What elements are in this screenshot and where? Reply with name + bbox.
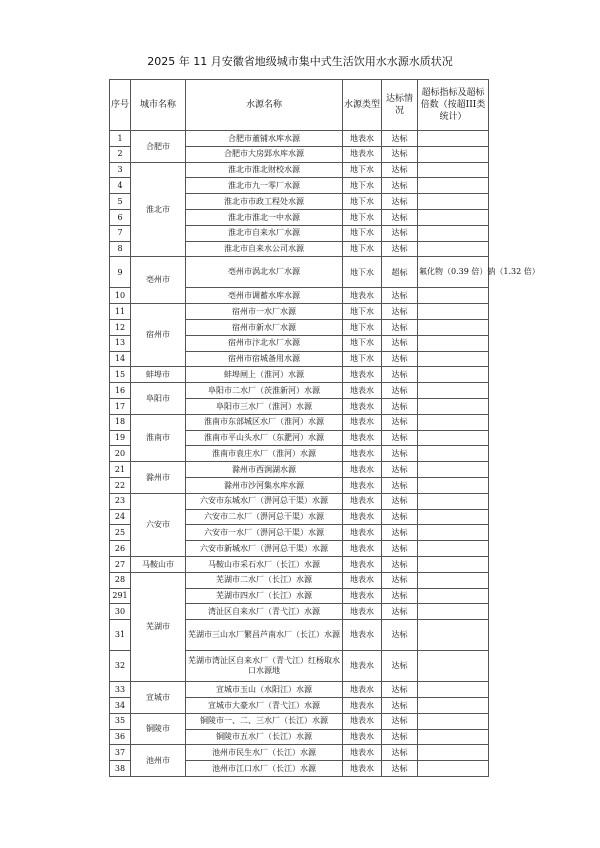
cell-source: 宿州市汴北水厂水源 xyxy=(186,335,343,351)
cell-city: 淮南市 xyxy=(131,414,186,461)
cell-exceed xyxy=(418,541,489,557)
cell-status: 达标 xyxy=(382,288,418,304)
cell-seq: 32 xyxy=(110,651,131,682)
cell-source: 马鞍山市采石水厂（长江）水源 xyxy=(186,556,343,572)
cell-city: 淮北市 xyxy=(131,162,186,257)
cell-source: 芜湖市二水厂（长江）水源 xyxy=(186,572,343,588)
cell-status: 达标 xyxy=(382,572,418,588)
cell-type: 地表水 xyxy=(343,697,382,713)
cell-seq: 33 xyxy=(110,682,131,698)
cell-seq: 23 xyxy=(110,493,131,509)
cell-source: 芜湖市湾沚区自来水厂（青弋江）红杨取水口水源地 xyxy=(186,651,343,682)
cell-type: 地表水 xyxy=(343,477,382,493)
cell-type: 地表水 xyxy=(343,604,382,620)
cell-exceed xyxy=(418,713,489,729)
cell-source: 淮北市自来水公司水源 xyxy=(186,241,343,257)
cell-exceed xyxy=(418,335,489,351)
cell-seq: 19 xyxy=(110,430,131,446)
cell-type: 地表水 xyxy=(343,745,382,761)
cell-status: 达标 xyxy=(382,178,418,194)
cell-type: 地表水 xyxy=(343,462,382,478)
cell-seq: 37 xyxy=(110,745,131,761)
cell-seq: 35 xyxy=(110,713,131,729)
cell-status: 达标 xyxy=(382,509,418,525)
table-row xyxy=(110,257,489,288)
cell-status: 达标 xyxy=(382,430,418,446)
cell-exceed xyxy=(418,525,489,541)
cell-exceed xyxy=(418,729,489,745)
cell-status: 达标 xyxy=(382,493,418,509)
cell-seq: 6 xyxy=(110,209,131,225)
header-city: 城市名称 xyxy=(131,80,186,131)
cell-type: 地下水 xyxy=(343,178,382,194)
cell-exceed xyxy=(418,745,489,761)
table-row xyxy=(110,713,489,729)
cell-seq: 291 xyxy=(110,588,131,604)
cell-source: 淮北市淮北一中水源 xyxy=(186,209,343,225)
cell-status: 达标 xyxy=(382,477,418,493)
cell-status: 达标 xyxy=(382,194,418,210)
cell-type: 地表水 xyxy=(343,556,382,572)
header-source: 水源名称 xyxy=(186,80,343,131)
cell-exceed xyxy=(418,367,489,383)
cell-source: 六安市一水厂（淠河总干渠）水源 xyxy=(186,525,343,541)
cell-seq: 21 xyxy=(110,462,131,478)
cell-type: 地表水 xyxy=(343,541,382,557)
cell-exceed xyxy=(418,162,489,178)
cell-exceed xyxy=(418,493,489,509)
cell-exceed xyxy=(418,430,489,446)
table-row xyxy=(110,383,489,399)
cell-type: 地表水 xyxy=(343,651,382,682)
header-seq: 序号 xyxy=(110,80,131,131)
cell-source: 宿州市一水厂水源 xyxy=(186,304,343,320)
cell-seq: 27 xyxy=(110,556,131,572)
cell-exceed xyxy=(418,178,489,194)
cell-city: 合肥市 xyxy=(131,131,186,163)
cell-source: 亳州市涡北水厂水源 xyxy=(186,257,343,288)
cell-seq: 30 xyxy=(110,604,131,620)
cell-exceed xyxy=(418,288,489,304)
cell-status: 达标 xyxy=(382,398,418,414)
page-title: 2025 年 11 月安徽省地级城市集中式生活饮用水水源水质状况 xyxy=(147,55,453,68)
header-type: 水源类型 xyxy=(343,80,382,131)
cell-status: 达标 xyxy=(382,541,418,557)
table-row xyxy=(110,131,489,147)
table-row xyxy=(110,414,489,430)
cell-status: 达标 xyxy=(382,225,418,241)
cell-city: 马鞍山市 xyxy=(131,556,186,572)
cell-type: 地表水 xyxy=(343,572,382,588)
cell-exceed xyxy=(418,131,489,147)
cell-exceed xyxy=(418,682,489,698)
cell-status: 达标 xyxy=(382,525,418,541)
cell-city: 宣城市 xyxy=(131,682,186,714)
cell-exceed xyxy=(418,398,489,414)
cell-seq: 24 xyxy=(110,509,131,525)
table-row xyxy=(110,162,489,178)
cell-status: 达标 xyxy=(382,729,418,745)
cell-status: 达标 xyxy=(382,414,418,430)
cell-status: 达标 xyxy=(382,162,418,178)
cell-type: 地表水 xyxy=(343,493,382,509)
cell-status: 达标 xyxy=(382,651,418,682)
cell-status: 达标 xyxy=(382,604,418,620)
cell-type: 地表水 xyxy=(343,146,382,162)
cell-seq: 9 xyxy=(110,257,131,288)
cell-exceed xyxy=(418,556,489,572)
cell-city: 宿州市 xyxy=(131,304,186,367)
cell-type: 地下水 xyxy=(343,241,382,257)
cell-exceed xyxy=(418,209,489,225)
cell-status: 达标 xyxy=(382,588,418,604)
cell-city: 滁州市 xyxy=(131,462,186,494)
cell-status: 超标 xyxy=(382,257,418,288)
cell-exceed xyxy=(418,225,489,241)
cell-exceed xyxy=(418,509,489,525)
cell-type: 地表水 xyxy=(343,682,382,698)
cell-seq: 26 xyxy=(110,541,131,557)
cell-source: 淮南市东部城区水厂（淮河）水源 xyxy=(186,414,343,430)
cell-source: 淮北市自来水厂水源 xyxy=(186,225,343,241)
cell-source: 宣城市玉山（水阳江）水源 xyxy=(186,682,343,698)
cell-seq: 15 xyxy=(110,367,131,383)
cell-source: 合肥市大房郢水库水源 xyxy=(186,146,343,162)
table-row xyxy=(110,304,489,320)
cell-type: 地表水 xyxy=(343,509,382,525)
table-row xyxy=(110,367,489,383)
cell-type: 地下水 xyxy=(343,162,382,178)
cell-type: 地下水 xyxy=(343,304,382,320)
cell-source: 淮北市淮北财校水源 xyxy=(186,162,343,178)
cell-type: 地表水 xyxy=(343,761,382,777)
cell-status: 达标 xyxy=(382,209,418,225)
cell-status: 达标 xyxy=(382,304,418,320)
cell-type: 地表水 xyxy=(343,288,382,304)
cell-source: 淮南市袁庄水厂（淮河）水源 xyxy=(186,446,343,462)
cell-exceed xyxy=(418,446,489,462)
cell-seq: 12 xyxy=(110,319,131,335)
cell-seq: 8 xyxy=(110,241,131,257)
cell-source: 滁州市西涧湖水源 xyxy=(186,462,343,478)
cell-source: 淮南市平山头水厂（东淝河）水源 xyxy=(186,430,343,446)
cell-type: 地表水 xyxy=(343,398,382,414)
cell-source: 阜阳市三水厂（淮河）水源 xyxy=(186,398,343,414)
cell-type: 地表水 xyxy=(343,620,382,651)
cell-exceed xyxy=(418,414,489,430)
cell-seq: 38 xyxy=(110,761,131,777)
water-quality-table xyxy=(109,79,540,777)
cell-type: 地下水 xyxy=(343,319,382,335)
cell-seq: 22 xyxy=(110,477,131,493)
cell-exceed xyxy=(418,588,489,604)
cell-status: 达标 xyxy=(382,761,418,777)
cell-source: 六安市东城水厂（淠河总干渠）水源 xyxy=(186,493,343,509)
cell-status: 达标 xyxy=(382,383,418,399)
cell-source: 池州市江口水厂（长江）水源 xyxy=(186,761,343,777)
cell-type: 地下水 xyxy=(343,257,382,288)
cell-status: 达标 xyxy=(382,745,418,761)
cell-seq: 34 xyxy=(110,697,131,713)
cell-exceed: 氟化物（0.39 倍）钠（1.32 倍） xyxy=(418,257,489,288)
cell-seq: 14 xyxy=(110,351,131,367)
header-exceed: 超标指标及超标倍数（按超III类统计） xyxy=(418,80,489,131)
cell-exceed xyxy=(418,351,489,367)
cell-seq: 1 xyxy=(110,131,131,147)
cell-seq: 28 xyxy=(110,572,131,588)
cell-exceed xyxy=(418,697,489,713)
cell-type: 地下水 xyxy=(343,194,382,210)
cell-type: 地表水 xyxy=(343,588,382,604)
cell-exceed xyxy=(418,477,489,493)
cell-seq: 11 xyxy=(110,304,131,320)
cell-type: 地下水 xyxy=(343,335,382,351)
cell-type: 地表水 xyxy=(343,729,382,745)
cell-type: 地表水 xyxy=(343,131,382,147)
cell-type: 地下水 xyxy=(343,209,382,225)
header-status: 达标情况 xyxy=(382,80,418,131)
cell-exceed xyxy=(418,462,489,478)
cell-source: 铜陵市一、二、三水厂（长江）水源 xyxy=(186,713,343,729)
cell-exceed xyxy=(418,194,489,210)
cell-source: 湾沚区自来水厂（青弋江）水源 xyxy=(186,604,343,620)
table-row xyxy=(110,745,489,761)
cell-city: 芜湖市 xyxy=(131,572,186,681)
cell-seq: 16 xyxy=(110,383,131,399)
cell-seq: 31 xyxy=(110,620,131,651)
cell-type: 地下水 xyxy=(343,351,382,367)
cell-exceed xyxy=(418,319,489,335)
cell-seq: 3 xyxy=(110,162,131,178)
cell-source: 芜湖市四水厂（长江）水源 xyxy=(186,588,343,604)
cell-source: 淮北市九一零厂水源 xyxy=(186,178,343,194)
cell-exceed xyxy=(418,651,489,682)
header-row xyxy=(110,80,489,131)
cell-exceed xyxy=(418,383,489,399)
cell-status: 达标 xyxy=(382,335,418,351)
cell-type: 地表水 xyxy=(343,430,382,446)
cell-status: 达标 xyxy=(382,367,418,383)
cell-type: 地表水 xyxy=(343,367,382,383)
cell-exceed xyxy=(418,620,489,651)
cell-source: 滁州市沙河集水库水源 xyxy=(186,477,343,493)
cell-seq: 2 xyxy=(110,146,131,162)
cell-type: 地表水 xyxy=(343,414,382,430)
cell-source: 宿州市新水厂水源 xyxy=(186,319,343,335)
cell-seq: 20 xyxy=(110,446,131,462)
cell-source: 合肥市董铺水库水源 xyxy=(186,131,343,147)
cell-city: 蚌埠市 xyxy=(131,367,186,383)
cell-exceed xyxy=(418,241,489,257)
cell-exceed xyxy=(418,604,489,620)
cell-status: 达标 xyxy=(382,319,418,335)
cell-city: 阜阳市 xyxy=(131,383,186,415)
cell-seq: 10 xyxy=(110,288,131,304)
cell-source: 阜阳市二水厂（茨淮新河）水源 xyxy=(186,383,343,399)
table-row xyxy=(110,462,489,478)
cell-type: 地下水 xyxy=(343,225,382,241)
cell-status: 达标 xyxy=(382,556,418,572)
cell-type: 地表水 xyxy=(343,446,382,462)
cell-source: 宿州市宿城备用水源 xyxy=(186,351,343,367)
cell-source: 蚌埠闸上（淮河）水源 xyxy=(186,367,343,383)
cell-source: 淮北市市政工程处水源 xyxy=(186,194,343,210)
cell-city: 六安市 xyxy=(131,493,186,556)
cell-source: 六安市二水厂（淠河总干渠）水源 xyxy=(186,509,343,525)
cell-city: 亳州市 xyxy=(131,257,186,304)
cell-status: 达标 xyxy=(382,351,418,367)
cell-seq: 4 xyxy=(110,178,131,194)
cell-seq: 5 xyxy=(110,194,131,210)
cell-exceed xyxy=(418,146,489,162)
table-row xyxy=(110,682,489,698)
cell-seq: 17 xyxy=(110,398,131,414)
cell-status: 达标 xyxy=(382,446,418,462)
cell-exceed xyxy=(418,572,489,588)
table-row xyxy=(110,493,489,509)
cell-status: 达标 xyxy=(382,713,418,729)
table-body xyxy=(110,131,540,777)
cell-source: 铜陵市五水厂（长江）水源 xyxy=(186,729,343,745)
cell-seq: 7 xyxy=(110,225,131,241)
cell-exceed xyxy=(418,761,489,777)
cell-status: 达标 xyxy=(382,146,418,162)
cell-city: 池州市 xyxy=(131,745,186,777)
cell-city: 铜陵市 xyxy=(131,713,186,745)
cell-status: 达标 xyxy=(382,462,418,478)
cell-source: 宣城市大豪水厂（青弋江）水源 xyxy=(186,697,343,713)
cell-seq: 36 xyxy=(110,729,131,745)
table-row xyxy=(110,556,489,572)
cell-source: 芜湖市三山水厂繁昌芦南水厂（长江）水源 xyxy=(186,620,343,651)
cell-source: 六安市新城水厂（淠河总干渠）水源 xyxy=(186,541,343,557)
cell-type: 地表水 xyxy=(343,525,382,541)
cell-seq: 13 xyxy=(110,335,131,351)
cell-seq: 25 xyxy=(110,525,131,541)
cell-status: 达标 xyxy=(382,241,418,257)
cell-source: 池州市民生水厂（长江）水源 xyxy=(186,745,343,761)
cell-seq: 18 xyxy=(110,414,131,430)
cell-type: 地表水 xyxy=(343,713,382,729)
cell-status: 达标 xyxy=(382,697,418,713)
cell-status: 达标 xyxy=(382,682,418,698)
cell-exceed xyxy=(418,304,489,320)
cell-type: 地表水 xyxy=(343,383,382,399)
cell-status: 达标 xyxy=(382,131,418,147)
table-row xyxy=(110,572,489,588)
cell-status: 达标 xyxy=(382,620,418,651)
cell-source: 亳州市调蓄水库水源 xyxy=(186,288,343,304)
